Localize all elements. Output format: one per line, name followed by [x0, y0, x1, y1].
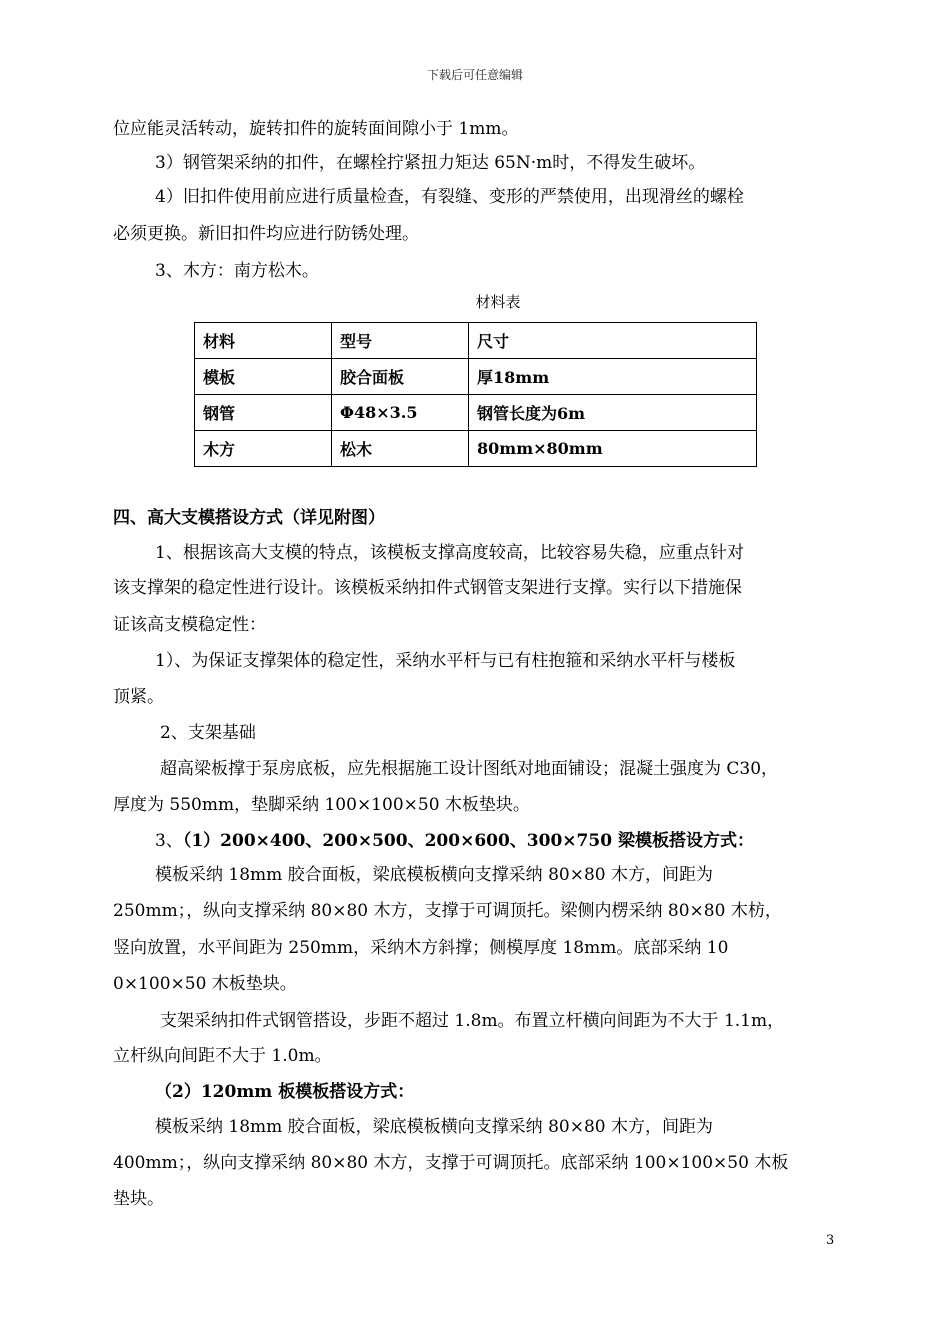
table-cell: 模板: [195, 359, 332, 395]
subsection-title: （1）200×400、200×500、200×600、300×750 梁模板搭设方式：: [182, 831, 754, 851]
paragraph-line: 顶紧。: [113, 687, 164, 707]
section-title: 四、高大支模搭设方式（详见附图）: [113, 508, 385, 528]
page-number: 3: [826, 1233, 835, 1248]
subsection-title: （2）120mm 板模板搭设方式：: [155, 1082, 415, 1102]
table-cell: 钢管长度为6m: [469, 395, 757, 431]
table-cell: 厚18mm: [469, 359, 757, 395]
table-header-cell: 材料: [195, 323, 332, 359]
paragraph-line: 400mm；，纵向支撑采纳 80×80 木方，支撑于可调顶托。底部采纳 100×100×50 木板: [113, 1153, 789, 1173]
paragraph-line: 证该高支模稳定性：: [113, 615, 266, 635]
paragraph-line: 竖向放置，水平间距为 250mm，采纳木方斜撑；侧模厚度 18mm。底部采纳 10: [113, 938, 729, 958]
paragraph-line: 1、根据该高大支模的特点，该模板支撑高度较高，比较容易失稳，应重点针对: [155, 543, 744, 563]
table-header-cell: 尺寸: [469, 323, 757, 359]
paragraph-line: 2、支架基础: [160, 723, 256, 743]
table-cell: 钢管: [195, 395, 332, 431]
paragraph-line: 厚度为 550mm，垫脚采纳 100×100×50 木板垫块。: [113, 795, 530, 815]
paragraph-line: 4）旧扣件使用前应进行质量检查，有裂缝、变形的严禁使用，出现滑丝的螺栓: [155, 187, 744, 207]
paragraph-line: 位应能灵活转动，旋转扣件的旋转面间隙小于 1mm。: [113, 119, 519, 139]
paragraph-line: 垫块。: [113, 1189, 164, 1209]
paragraph-line: 3）钢管架采纳的扣件，在螺栓拧紧扭力矩达 65N·m时，不得发生破坏。: [155, 153, 706, 173]
paragraph-line: 0×100×50 木板垫块。: [113, 974, 297, 994]
subsection-prefix: 3、: [155, 831, 183, 851]
paragraph-line: 3、木方：南方松木。: [155, 261, 319, 281]
paragraph-line: 该支撑架的稳定性进行设计。该模板采纳扣件式钢管支架进行支撑。实行以下措施保: [113, 578, 742, 598]
table-row: [195, 395, 757, 431]
paragraph-line: 模板采纳 18mm 胶合面板，梁底模板横向支撑采纳 80×80 木方，间距为: [155, 1117, 713, 1137]
table-caption: 材料表: [475, 293, 521, 311]
paragraph-line: 支架采纳扣件式钢管搭设，步距不超过 1.8m。布置立杆横向间距为不大于 1.1m，: [160, 1011, 785, 1031]
table-cell: 松木: [332, 431, 469, 467]
table-row: [195, 359, 757, 395]
subsection-heading: [155, 830, 754, 852]
paragraph-line: 立杆纵向间距不大于 1.0m。: [113, 1046, 332, 1066]
table-row: [195, 431, 757, 467]
table-cell: 胶合面板: [332, 359, 469, 395]
paragraph-line: 1）、为保证支撑架体的稳定性，采纳水平杆与已有柱抱箍和采纳水平杆与楼板: [155, 651, 736, 671]
table-cell: 木方: [195, 431, 332, 467]
paragraph-line: 模板采纳 18mm 胶合面板，梁底模板横向支撑采纳 80×80 木方，间距为: [155, 865, 713, 885]
material-table: [194, 322, 757, 467]
header-note: 下载后可任意编辑: [426, 68, 523, 82]
table-cell: 80mm×80mm: [469, 431, 757, 467]
paragraph-line: 250mm；，纵向支撑采纳 80×80 木方，支撑于可调顶托。梁侧内楞采纳 80×80 木枋，: [113, 901, 782, 921]
table-header-cell: 型号: [332, 323, 469, 359]
paragraph-line: 必须更换。新旧扣件均应进行防锈处理。: [113, 224, 419, 244]
table-cell: Φ48×3.5: [332, 395, 469, 431]
table-header-row: [195, 323, 757, 359]
paragraph-line: 超高梁板撑于泵房底板，应先根据施工设计图纸对地面铺设；混凝土强度为 C30，: [160, 759, 779, 779]
